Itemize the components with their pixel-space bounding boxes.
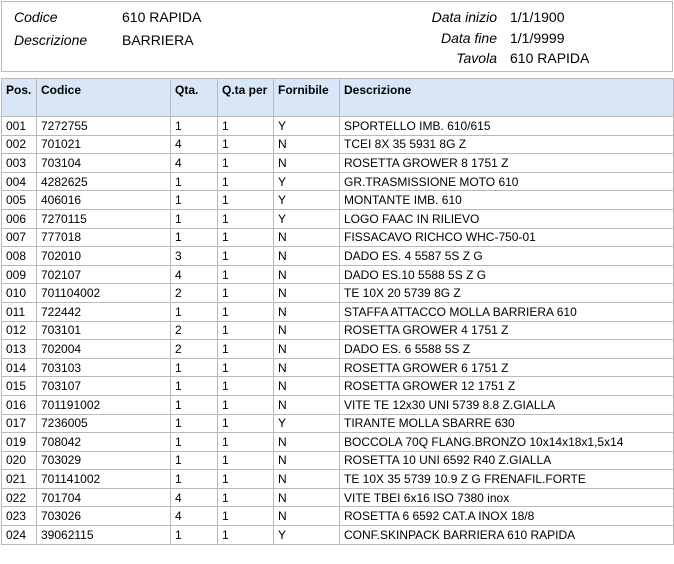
column-header-pos: Pos.	[2, 79, 37, 117]
descrizione-cell: ROSETTA GROWER 4 1751 Z	[340, 321, 674, 340]
codice-cell: 703026	[37, 507, 171, 526]
data-fine-value: 1/1/9999	[510, 30, 565, 46]
table-row	[2, 228, 674, 247]
fornibile-cell: N	[274, 507, 340, 526]
fornibile-cell: N	[274, 470, 340, 489]
qta-cell: 1	[171, 117, 218, 136]
fornibile-cell: Y	[274, 117, 340, 136]
qta-per-cell: 1	[218, 451, 274, 470]
qta-per-cell: 1	[218, 191, 274, 210]
fornibile-cell: N	[274, 451, 340, 470]
descrizione-cell: FISSACAVO RICHCO WHC-750-01	[340, 228, 674, 247]
codice-cell: 701104002	[37, 284, 171, 303]
qta-cell: 2	[171, 321, 218, 340]
qta-per-cell: 1	[218, 247, 274, 266]
column-header-fornibile: Fornibile	[274, 79, 340, 117]
fornibile-cell: N	[274, 228, 340, 247]
codice-value: 610 RAPIDA	[122, 9, 202, 25]
qta-cell: 4	[171, 154, 218, 173]
descrizione-cell: STAFFA ATTACCO MOLLA BARRIERA 610	[340, 302, 674, 321]
pos-cell: 005	[2, 191, 37, 210]
qta-cell: 1	[171, 526, 218, 545]
codice-cell: 703101	[37, 321, 171, 340]
pos-cell: 021	[2, 470, 37, 489]
pos-cell: 017	[2, 414, 37, 433]
table-row	[2, 172, 674, 191]
descrizione-cell: ROSETTA GROWER 12 1751 Z	[340, 377, 674, 396]
table-row	[2, 526, 674, 545]
descrizione-cell: ROSETTA GROWER 8 1751 Z	[340, 154, 674, 173]
table-row	[2, 154, 674, 173]
descrizione-cell: TE 10X 20 5739 8G Z	[340, 284, 674, 303]
qta-per-cell: 1	[218, 377, 274, 396]
qta-per-cell: 1	[218, 414, 274, 433]
pos-cell: 002	[2, 135, 37, 154]
descrizione-cell: DADO ES.10 5588 5S Z G	[340, 265, 674, 284]
qta-per-cell: 1	[218, 526, 274, 545]
codice-cell: 703029	[37, 451, 171, 470]
fornibile-cell: N	[274, 265, 340, 284]
header-panel	[1, 1, 673, 72]
descrizione-cell: VITE TE 12x30 UNI 5739 8.8 Z.GIALLA	[340, 395, 674, 414]
descrizione-value: BARRIERA	[122, 32, 194, 48]
table-row	[2, 488, 674, 507]
fornibile-cell: Y	[274, 172, 340, 191]
qta-cell: 1	[171, 228, 218, 247]
table-row	[2, 209, 674, 228]
qta-per-cell: 1	[218, 154, 274, 173]
column-header-qta-per: Q.ta per	[218, 79, 274, 117]
pos-cell: 024	[2, 526, 37, 545]
tavola-label: Tavola	[456, 50, 497, 66]
pos-cell: 007	[2, 228, 37, 247]
qta-per-cell: 1	[218, 117, 274, 136]
table-row	[2, 414, 674, 433]
pos-cell: 013	[2, 340, 37, 359]
descrizione-cell: TIRANTE MOLLA SBARRE 630	[340, 414, 674, 433]
descrizione-cell: ROSETTA 6 6592 CAT.A INOX 18/8	[340, 507, 674, 526]
qta-cell: 1	[171, 470, 218, 489]
qta-cell: 4	[171, 265, 218, 284]
qta-cell: 1	[171, 209, 218, 228]
pos-cell: 006	[2, 209, 37, 228]
fornibile-cell: N	[274, 395, 340, 414]
fornibile-cell: N	[274, 247, 340, 266]
descrizione-label: Descrizione	[14, 32, 88, 48]
codice-cell: 702107	[37, 265, 171, 284]
descrizione-cell: ROSETTA GROWER 6 1751 Z	[340, 358, 674, 377]
fornibile-cell: N	[274, 302, 340, 321]
table-row	[2, 507, 674, 526]
qta-per-cell: 1	[218, 321, 274, 340]
fornibile-cell: Y	[274, 191, 340, 210]
qta-cell: 1	[171, 451, 218, 470]
qta-per-cell: 1	[218, 470, 274, 489]
codice-cell: 7270115	[37, 209, 171, 228]
descrizione-cell: TE 10X 35 5739 10.9 Z G FRENAFIL.FORTE	[340, 470, 674, 489]
codice-cell: 701191002	[37, 395, 171, 414]
parts-table	[1, 78, 674, 545]
qta-cell: 3	[171, 247, 218, 266]
codice-label: Codice	[14, 9, 58, 25]
fornibile-cell: N	[274, 377, 340, 396]
column-header-codice: Codice	[37, 79, 171, 117]
descrizione-cell: VITE TBEI 6x16 ISO 7380 inox	[340, 488, 674, 507]
pos-cell: 016	[2, 395, 37, 414]
qta-cell: 1	[171, 358, 218, 377]
table-row	[2, 433, 674, 452]
qta-cell: 1	[171, 377, 218, 396]
qta-per-cell: 1	[218, 340, 274, 359]
codice-cell: 39062115	[37, 526, 171, 545]
qta-cell: 1	[171, 395, 218, 414]
qta-per-cell: 1	[218, 507, 274, 526]
codice-cell: 703103	[37, 358, 171, 377]
pos-cell: 009	[2, 265, 37, 284]
fornibile-cell: N	[274, 358, 340, 377]
fornibile-cell: N	[274, 433, 340, 452]
codice-cell: 703104	[37, 154, 171, 173]
qta-cell: 2	[171, 284, 218, 303]
table-row	[2, 358, 674, 377]
fornibile-cell: N	[274, 340, 340, 359]
table-row	[2, 470, 674, 489]
codice-cell: 4282625	[37, 172, 171, 191]
qta-cell: 1	[171, 433, 218, 452]
table-row	[2, 265, 674, 284]
codice-cell: 7236005	[37, 414, 171, 433]
pos-cell: 008	[2, 247, 37, 266]
data-inizio-label: Data inizio	[431, 9, 497, 25]
pos-cell: 014	[2, 358, 37, 377]
pos-cell: 003	[2, 154, 37, 173]
codice-cell: 777018	[37, 228, 171, 247]
qta-cell: 1	[171, 302, 218, 321]
pos-cell: 019	[2, 433, 37, 452]
table-body	[2, 117, 674, 545]
qta-per-cell: 1	[218, 135, 274, 154]
table-row	[2, 451, 674, 470]
qta-per-cell: 1	[218, 395, 274, 414]
qta-cell: 4	[171, 135, 218, 154]
codice-cell: 7272755	[37, 117, 171, 136]
data-inizio-value: 1/1/1900	[510, 9, 565, 25]
descrizione-cell: SPORTELLO IMB. 610/615	[340, 117, 674, 136]
fornibile-cell: N	[274, 284, 340, 303]
pos-cell: 022	[2, 488, 37, 507]
data-fine-label: Data fine	[440, 30, 497, 46]
descrizione-cell: GR.TRASMISSIONE MOTO 610	[340, 172, 674, 191]
qta-per-cell: 1	[218, 265, 274, 284]
qta-per-cell: 1	[218, 433, 274, 452]
table-row	[2, 135, 674, 154]
fornibile-cell: Y	[274, 414, 340, 433]
table-row	[2, 284, 674, 303]
qta-per-cell: 1	[218, 302, 274, 321]
column-header-descrizione: Descrizione	[340, 79, 674, 117]
descrizione-cell: ROSETTA 10 UNI 6592 R40 Z.GIALLA	[340, 451, 674, 470]
codice-cell: 701141002	[37, 470, 171, 489]
table-row	[2, 117, 674, 136]
descrizione-cell: DADO ES. 4 5587 5S Z G	[340, 247, 674, 266]
table-row	[2, 340, 674, 359]
pos-cell: 004	[2, 172, 37, 191]
fornibile-cell: N	[274, 154, 340, 173]
fornibile-cell: N	[274, 488, 340, 507]
table-header-row	[2, 79, 674, 117]
table-row	[2, 321, 674, 340]
qta-cell: 4	[171, 507, 218, 526]
descrizione-cell: CONF.SKINPACK BARRIERA 610 RAPIDA	[340, 526, 674, 545]
descrizione-cell: DADO ES. 6 5588 5S Z	[340, 340, 674, 359]
pos-cell: 011	[2, 302, 37, 321]
pos-cell: 001	[2, 117, 37, 136]
table-row	[2, 302, 674, 321]
qta-per-cell: 1	[218, 488, 274, 507]
qta-cell: 1	[171, 191, 218, 210]
descrizione-cell: LOGO FAAC IN RILIEVO	[340, 209, 674, 228]
fornibile-cell: Y	[274, 526, 340, 545]
codice-cell: 701704	[37, 488, 171, 507]
codice-cell: 708042	[37, 433, 171, 452]
qta-per-cell: 1	[218, 284, 274, 303]
fornibile-cell: N	[274, 321, 340, 340]
qta-cell: 1	[171, 172, 218, 191]
qta-per-cell: 1	[218, 209, 274, 228]
codice-cell: 702010	[37, 247, 171, 266]
qta-cell: 1	[171, 414, 218, 433]
codice-cell: 722442	[37, 302, 171, 321]
codice-cell: 702004	[37, 340, 171, 359]
pos-cell: 020	[2, 451, 37, 470]
table-row	[2, 395, 674, 414]
qta-per-cell: 1	[218, 228, 274, 247]
fornibile-cell: Y	[274, 209, 340, 228]
column-header-qta: Qta.	[171, 79, 218, 117]
codice-cell: 703107	[37, 377, 171, 396]
table-row	[2, 247, 674, 266]
qta-cell: 2	[171, 340, 218, 359]
codice-cell: 406016	[37, 191, 171, 210]
qta-per-cell: 1	[218, 358, 274, 377]
table-row	[2, 377, 674, 396]
qta-per-cell: 1	[218, 172, 274, 191]
fornibile-cell: N	[274, 135, 340, 154]
codice-cell: 701021	[37, 135, 171, 154]
tavola-value: 610 RAPIDA	[510, 50, 590, 66]
pos-cell: 015	[2, 377, 37, 396]
pos-cell: 012	[2, 321, 37, 340]
descrizione-cell: TCEI 8X 35 5931 8G Z	[340, 135, 674, 154]
descrizione-cell: BOCCOLA 70Q FLANG.BRONZO 10x14x18x1,5x14	[340, 433, 674, 452]
qta-cell: 4	[171, 488, 218, 507]
table-row	[2, 191, 674, 210]
pos-cell: 023	[2, 507, 37, 526]
descrizione-cell: MONTANTE IMB. 610	[340, 191, 674, 210]
pos-cell: 010	[2, 284, 37, 303]
